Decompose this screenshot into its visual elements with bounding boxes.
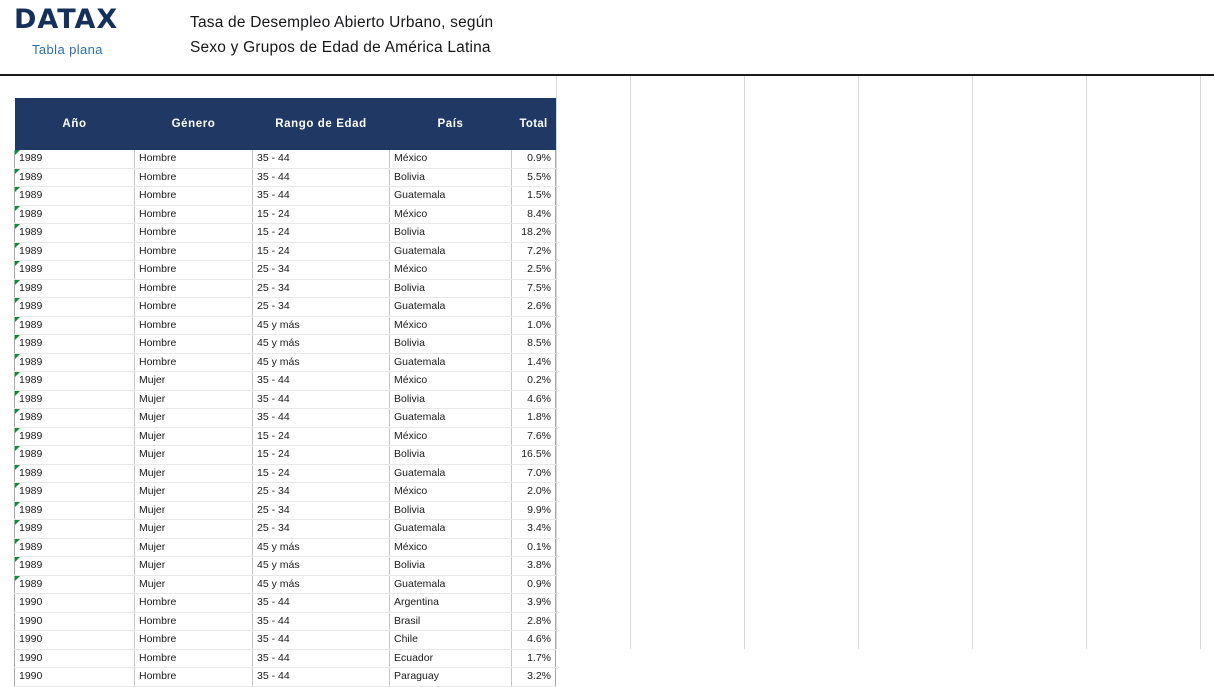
cell-total[interactable]: 16.5% bbox=[512, 446, 556, 465]
cell-country[interactable]: Bolivia bbox=[390, 335, 512, 354]
cell-gender[interactable]: Hombre bbox=[135, 612, 253, 631]
cell-age-range[interactable]: 45 y más bbox=[253, 335, 390, 354]
grid-vertical-line bbox=[1086, 76, 1087, 649]
table-row[interactable] bbox=[15, 335, 556, 354]
cell-year[interactable]: 1989 bbox=[15, 483, 135, 502]
cell-age-range[interactable]: 45 y más bbox=[253, 538, 390, 557]
cell-country[interactable]: Brasil bbox=[390, 612, 512, 631]
cell-country[interactable]: México bbox=[390, 538, 512, 557]
cell-total[interactable]: 1.4% bbox=[512, 353, 556, 372]
cell-total[interactable]: 3.9% bbox=[512, 594, 556, 613]
cell-gender[interactable]: Mujer bbox=[135, 372, 253, 391]
cell-gender[interactable]: Mujer bbox=[135, 409, 253, 428]
table-row[interactable] bbox=[15, 575, 556, 594]
cell-gender[interactable]: Hombre bbox=[135, 316, 253, 335]
cell-age-range[interactable]: 35 - 44 bbox=[253, 168, 390, 187]
table-row[interactable] bbox=[15, 483, 556, 502]
cell-year[interactable]: 1989 bbox=[15, 538, 135, 557]
brand-logo: DATAX bbox=[14, 4, 119, 35]
cell-gender[interactable]: Hombre bbox=[135, 261, 253, 280]
table-row[interactable] bbox=[15, 649, 556, 668]
cell-country[interactable]: Bolivia bbox=[390, 224, 512, 243]
cell-country[interactable]: Guatemala bbox=[390, 242, 512, 261]
cell-gender[interactable]: Mujer bbox=[135, 390, 253, 409]
cell-gender[interactable]: Hombre bbox=[135, 668, 253, 687]
data-table-container bbox=[14, 98, 555, 687]
cell-year[interactable]: 1989 bbox=[15, 390, 135, 409]
cell-age-range[interactable]: 35 - 44 bbox=[253, 594, 390, 613]
cell-total[interactable]: 1.8% bbox=[512, 409, 556, 428]
cell-country[interactable]: Bolivia bbox=[390, 446, 512, 465]
table-row[interactable] bbox=[15, 187, 556, 206]
table-row[interactable] bbox=[15, 205, 556, 224]
table-row[interactable] bbox=[15, 464, 556, 483]
column-header-gender[interactable]: Género bbox=[135, 98, 253, 150]
cell-year[interactable]: 1989 bbox=[15, 557, 135, 576]
cell-gender[interactable]: Mujer bbox=[135, 538, 253, 557]
cell-gender[interactable]: Hombre bbox=[135, 242, 253, 261]
cell-country[interactable]: Guatemala bbox=[390, 187, 512, 206]
cell-gender[interactable]: Mujer bbox=[135, 464, 253, 483]
cell-year[interactable]: 1990 bbox=[15, 631, 135, 650]
cell-year[interactable]: 1989 bbox=[15, 335, 135, 354]
cell-total[interactable]: 1.7% bbox=[512, 649, 556, 668]
page-title bbox=[190, 10, 493, 60]
cell-gender[interactable]: Mujer bbox=[135, 557, 253, 576]
cell-gender[interactable]: Hombre bbox=[135, 187, 253, 206]
cell-age-range[interactable]: 35 - 44 bbox=[253, 372, 390, 391]
table-row[interactable] bbox=[15, 631, 556, 650]
table-row[interactable] bbox=[15, 668, 556, 687]
grid-vertical-line bbox=[972, 76, 973, 649]
cell-age-range[interactable]: 35 - 44 bbox=[253, 649, 390, 668]
cell-age-range[interactable]: 35 - 44 bbox=[253, 390, 390, 409]
cell-year[interactable]: 1989 bbox=[15, 316, 135, 335]
cell-total[interactable]: 0.2% bbox=[512, 372, 556, 391]
cell-country[interactable]: Paraguay bbox=[390, 668, 512, 687]
cell-year[interactable]: 1989 bbox=[15, 520, 135, 539]
table-row[interactable] bbox=[15, 427, 556, 446]
cell-country[interactable]: Guatemala bbox=[390, 353, 512, 372]
cell-total[interactable]: 2.0% bbox=[512, 483, 556, 502]
table-row[interactable] bbox=[15, 279, 556, 298]
cell-age-range[interactable]: 15 - 24 bbox=[253, 205, 390, 224]
table-row[interactable] bbox=[15, 594, 556, 613]
cell-total[interactable]: 7.2% bbox=[512, 242, 556, 261]
column-header-country[interactable]: País bbox=[390, 98, 512, 150]
cell-total[interactable]: 8.4% bbox=[512, 205, 556, 224]
cell-country[interactable]: Bolivia bbox=[390, 390, 512, 409]
data-table bbox=[14, 98, 556, 687]
cell-age-range[interactable]: 35 - 44 bbox=[253, 187, 390, 206]
cell-gender[interactable]: Hombre bbox=[135, 594, 253, 613]
grid-vertical-line bbox=[630, 76, 631, 649]
cell-total[interactable]: 0.9% bbox=[512, 150, 556, 168]
grid-vertical-line bbox=[744, 76, 745, 649]
cell-age-range[interactable]: 35 - 44 bbox=[253, 409, 390, 428]
cell-total[interactable]: 5.5% bbox=[512, 168, 556, 187]
brand-block bbox=[14, 4, 164, 57]
cell-total[interactable]: 0.1% bbox=[512, 538, 556, 557]
cell-year[interactable]: 1989 bbox=[15, 224, 135, 243]
cell-country[interactable]: Guatemala bbox=[390, 464, 512, 483]
table-row[interactable] bbox=[15, 446, 556, 465]
cell-gender[interactable]: Mujer bbox=[135, 520, 253, 539]
column-header-total[interactable]: Total bbox=[512, 98, 556, 150]
cell-gender[interactable]: Hombre bbox=[135, 335, 253, 354]
cell-country[interactable]: Guatemala bbox=[390, 409, 512, 428]
table-row[interactable] bbox=[15, 298, 556, 317]
cell-gender[interactable]: Mujer bbox=[135, 575, 253, 594]
cell-gender[interactable]: Hombre bbox=[135, 150, 253, 168]
cell-total[interactable]: 18.2% bbox=[512, 224, 556, 243]
table-row[interactable] bbox=[15, 353, 556, 372]
cell-gender[interactable]: Hombre bbox=[135, 649, 253, 668]
cell-age-range[interactable]: 15 - 24 bbox=[253, 427, 390, 446]
column-header-age-range[interactable]: Rango de Edad bbox=[253, 98, 390, 150]
cell-year[interactable]: 1989 bbox=[15, 187, 135, 206]
cell-gender[interactable]: Hombre bbox=[135, 631, 253, 650]
cell-age-range[interactable]: 45 y más bbox=[253, 316, 390, 335]
cell-total[interactable]: 2.5% bbox=[512, 261, 556, 280]
cell-year[interactable]: 1989 bbox=[15, 205, 135, 224]
table-row[interactable] bbox=[15, 150, 556, 168]
cell-total[interactable]: 1.0% bbox=[512, 316, 556, 335]
cell-total[interactable]: 7.6% bbox=[512, 427, 556, 446]
cell-age-range[interactable]: 35 - 44 bbox=[253, 612, 390, 631]
table-row[interactable] bbox=[15, 224, 556, 243]
cell-age-range[interactable]: 15 - 24 bbox=[253, 242, 390, 261]
cell-country[interactable]: México bbox=[390, 427, 512, 446]
table-row[interactable] bbox=[15, 557, 556, 576]
table-row[interactable] bbox=[15, 501, 556, 520]
cell-age-range[interactable]: 15 - 24 bbox=[253, 446, 390, 465]
cell-country[interactable]: Bolivia bbox=[390, 557, 512, 576]
cell-age-range[interactable]: 25 - 34 bbox=[253, 520, 390, 539]
table-row[interactable] bbox=[15, 520, 556, 539]
grid-vertical-line bbox=[1200, 76, 1201, 649]
cell-country[interactable]: Guatemala bbox=[390, 575, 512, 594]
table-row[interactable] bbox=[15, 261, 556, 280]
cell-age-range[interactable]: 35 - 44 bbox=[253, 631, 390, 650]
table-row[interactable] bbox=[15, 168, 556, 187]
cell-total[interactable]: 3.4% bbox=[512, 520, 556, 539]
cell-total[interactable]: 0.9% bbox=[512, 575, 556, 594]
cell-gender[interactable]: Hombre bbox=[135, 279, 253, 298]
cell-age-range[interactable]: 45 y más bbox=[253, 557, 390, 576]
cell-age-range[interactable]: 15 - 24 bbox=[253, 464, 390, 483]
cell-gender[interactable]: Mujer bbox=[135, 501, 253, 520]
table-row[interactable] bbox=[15, 612, 556, 631]
cell-year[interactable]: 1990 bbox=[15, 668, 135, 687]
cell-age-range[interactable]: 25 - 34 bbox=[253, 298, 390, 317]
cell-age-range[interactable]: 25 - 34 bbox=[253, 501, 390, 520]
cell-age-range[interactable]: 35 - 44 bbox=[253, 150, 390, 168]
cell-total[interactable]: 7.0% bbox=[512, 464, 556, 483]
cell-year[interactable]: 1990 bbox=[15, 612, 135, 631]
cell-year[interactable]: 1989 bbox=[15, 464, 135, 483]
cell-gender[interactable]: Hombre bbox=[135, 298, 253, 317]
cell-age-range[interactable]: 25 - 34 bbox=[253, 483, 390, 502]
column-header-year[interactable]: Año bbox=[15, 98, 135, 150]
table-body bbox=[15, 150, 556, 686]
cell-country[interactable]: Argentina bbox=[390, 594, 512, 613]
cell-year[interactable]: 1989 bbox=[15, 242, 135, 261]
cell-year[interactable]: 1989 bbox=[15, 353, 135, 372]
cell-year[interactable]: 1990 bbox=[15, 649, 135, 668]
cell-total[interactable]: 7.5% bbox=[512, 279, 556, 298]
cell-gender[interactable]: Hombre bbox=[135, 168, 253, 187]
cell-year[interactable]: 1989 bbox=[15, 575, 135, 594]
page-title-line-1: Tasa de Desempleo Abierto Urbano, según bbox=[190, 14, 494, 31]
sheet-area bbox=[0, 76, 1214, 682]
cell-year[interactable]: 1990 bbox=[15, 594, 135, 613]
cell-total[interactable]: 3.2% bbox=[512, 668, 556, 687]
table-row[interactable] bbox=[15, 409, 556, 428]
table-header bbox=[15, 98, 556, 150]
cell-year[interactable]: 1989 bbox=[15, 446, 135, 465]
cell-country[interactable]: Guatemala bbox=[390, 298, 512, 317]
cell-age-range[interactable]: 25 - 34 bbox=[253, 261, 390, 280]
cell-year[interactable]: 1989 bbox=[15, 279, 135, 298]
cell-gender[interactable]: Mujer bbox=[135, 446, 253, 465]
page-title-line-2: Sexo y Grupos de Edad de América Latina bbox=[190, 39, 491, 56]
cell-country[interactable]: México bbox=[390, 483, 512, 502]
table-header-row bbox=[15, 98, 556, 150]
cell-country[interactable]: México bbox=[390, 316, 512, 335]
cell-year[interactable]: 1989 bbox=[15, 427, 135, 446]
grid-vertical-line bbox=[556, 76, 557, 649]
cell-country[interactable]: Bolivia bbox=[390, 501, 512, 520]
cell-year[interactable]: 1989 bbox=[15, 372, 135, 391]
cell-age-range[interactable]: 35 - 44 bbox=[253, 668, 390, 687]
cell-year[interactable]: 1989 bbox=[15, 168, 135, 187]
brand-subtitle: Tabla plana bbox=[32, 42, 103, 57]
cell-year[interactable]: 1989 bbox=[15, 150, 135, 168]
cell-age-range[interactable]: 45 y más bbox=[253, 353, 390, 372]
cell-year[interactable]: 1989 bbox=[15, 409, 135, 428]
cell-total[interactable]: 8.5% bbox=[512, 335, 556, 354]
cell-total[interactable]: 1.5% bbox=[512, 187, 556, 206]
cell-gender[interactable]: Mujer bbox=[135, 483, 253, 502]
table-row[interactable] bbox=[15, 372, 556, 391]
table-row[interactable] bbox=[15, 390, 556, 409]
cell-country[interactable]: Bolivia bbox=[390, 279, 512, 298]
cell-country[interactable]: Guatemala bbox=[390, 520, 512, 539]
table-row[interactable] bbox=[15, 538, 556, 557]
cell-total[interactable]: 4.6% bbox=[512, 631, 556, 650]
cell-country[interactable]: Bolivia bbox=[390, 168, 512, 187]
cell-total[interactable]: 4.6% bbox=[512, 390, 556, 409]
cell-country[interactable]: Chile bbox=[390, 631, 512, 650]
table-row[interactable] bbox=[15, 316, 556, 335]
cell-country[interactable]: México bbox=[390, 372, 512, 391]
cell-age-range[interactable]: 25 - 34 bbox=[253, 279, 390, 298]
cell-gender[interactable]: Hombre bbox=[135, 205, 253, 224]
cell-gender[interactable]: Mujer bbox=[135, 427, 253, 446]
grid-vertical-line bbox=[858, 76, 859, 649]
table-row[interactable] bbox=[15, 242, 556, 261]
cell-gender[interactable]: Hombre bbox=[135, 353, 253, 372]
cell-year[interactable]: 1989 bbox=[15, 298, 135, 317]
cell-country[interactable]: México bbox=[390, 150, 512, 168]
cell-country[interactable]: México bbox=[390, 205, 512, 224]
cell-age-range[interactable]: 15 - 24 bbox=[253, 224, 390, 243]
cell-total[interactable]: 3.8% bbox=[512, 557, 556, 576]
cell-age-range[interactable]: 45 y más bbox=[253, 575, 390, 594]
cell-year[interactable]: 1989 bbox=[15, 261, 135, 280]
cell-gender[interactable]: Hombre bbox=[135, 224, 253, 243]
cell-total[interactable]: 9.9% bbox=[512, 501, 556, 520]
cell-country[interactable]: Ecuador bbox=[390, 649, 512, 668]
cell-total[interactable]: 2.8% bbox=[512, 612, 556, 631]
cell-year[interactable]: 1989 bbox=[15, 501, 135, 520]
cell-country[interactable]: México bbox=[390, 261, 512, 280]
report-header bbox=[0, 0, 1214, 76]
cell-total[interactable]: 2.6% bbox=[512, 298, 556, 317]
